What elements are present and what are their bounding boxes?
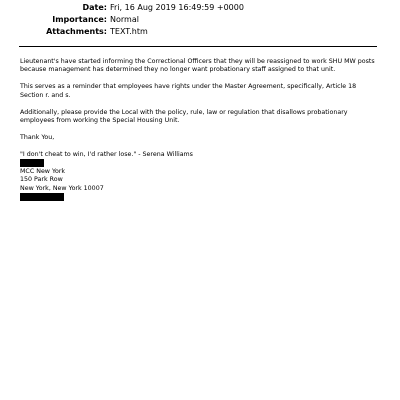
date-label: Date:	[82, 3, 107, 12]
email-body	[20, 58, 380, 168]
redaction-bar-contact	[20, 193, 64, 201]
attachments-label: Attachments:	[46, 27, 107, 36]
signature-line-3: New York, New York 10007	[20, 184, 104, 192]
signature-line-2: 150 Park Row	[20, 176, 63, 184]
attachments-value: TEXT.htm	[110, 27, 148, 36]
body-paragraph-2: This serves as a reminder that employees have rights under the Master Agreement, specifically, Article 18 Section r. and s.	[20, 83, 357, 99]
header-divider	[19, 46, 377, 47]
signature-quote: "I don't cheat to win, I'd rather lose." - Serena Williams	[20, 151, 193, 159]
signature-line-1: MCC New York	[20, 168, 66, 175]
body-paragraph-3: Additionally, please provide the Local with the policy, rule, law or regulation that disallows probationary employees from working the Special Housing Unit.	[20, 108, 348, 125]
redaction-bar-name	[20, 159, 44, 167]
attachments-row	[0, 26, 400, 37]
importance-label: Importance:	[52, 15, 107, 24]
importance-row	[0, 14, 400, 25]
date-row	[0, 2, 400, 13]
importance-value: Normal	[110, 15, 139, 24]
date-value: Fri, 16 Aug 2019 16:49:59 +0000	[110, 3, 244, 12]
body-paragraph-1: Lieutenant's have started informing the Correctional Officers that they will be reassigned to work SHU MW posts because management has determined they no longer want probationary staff assigned to that unit.	[20, 58, 375, 74]
closing-line: Thank You,	[20, 134, 55, 142]
signature-block	[20, 168, 104, 193]
